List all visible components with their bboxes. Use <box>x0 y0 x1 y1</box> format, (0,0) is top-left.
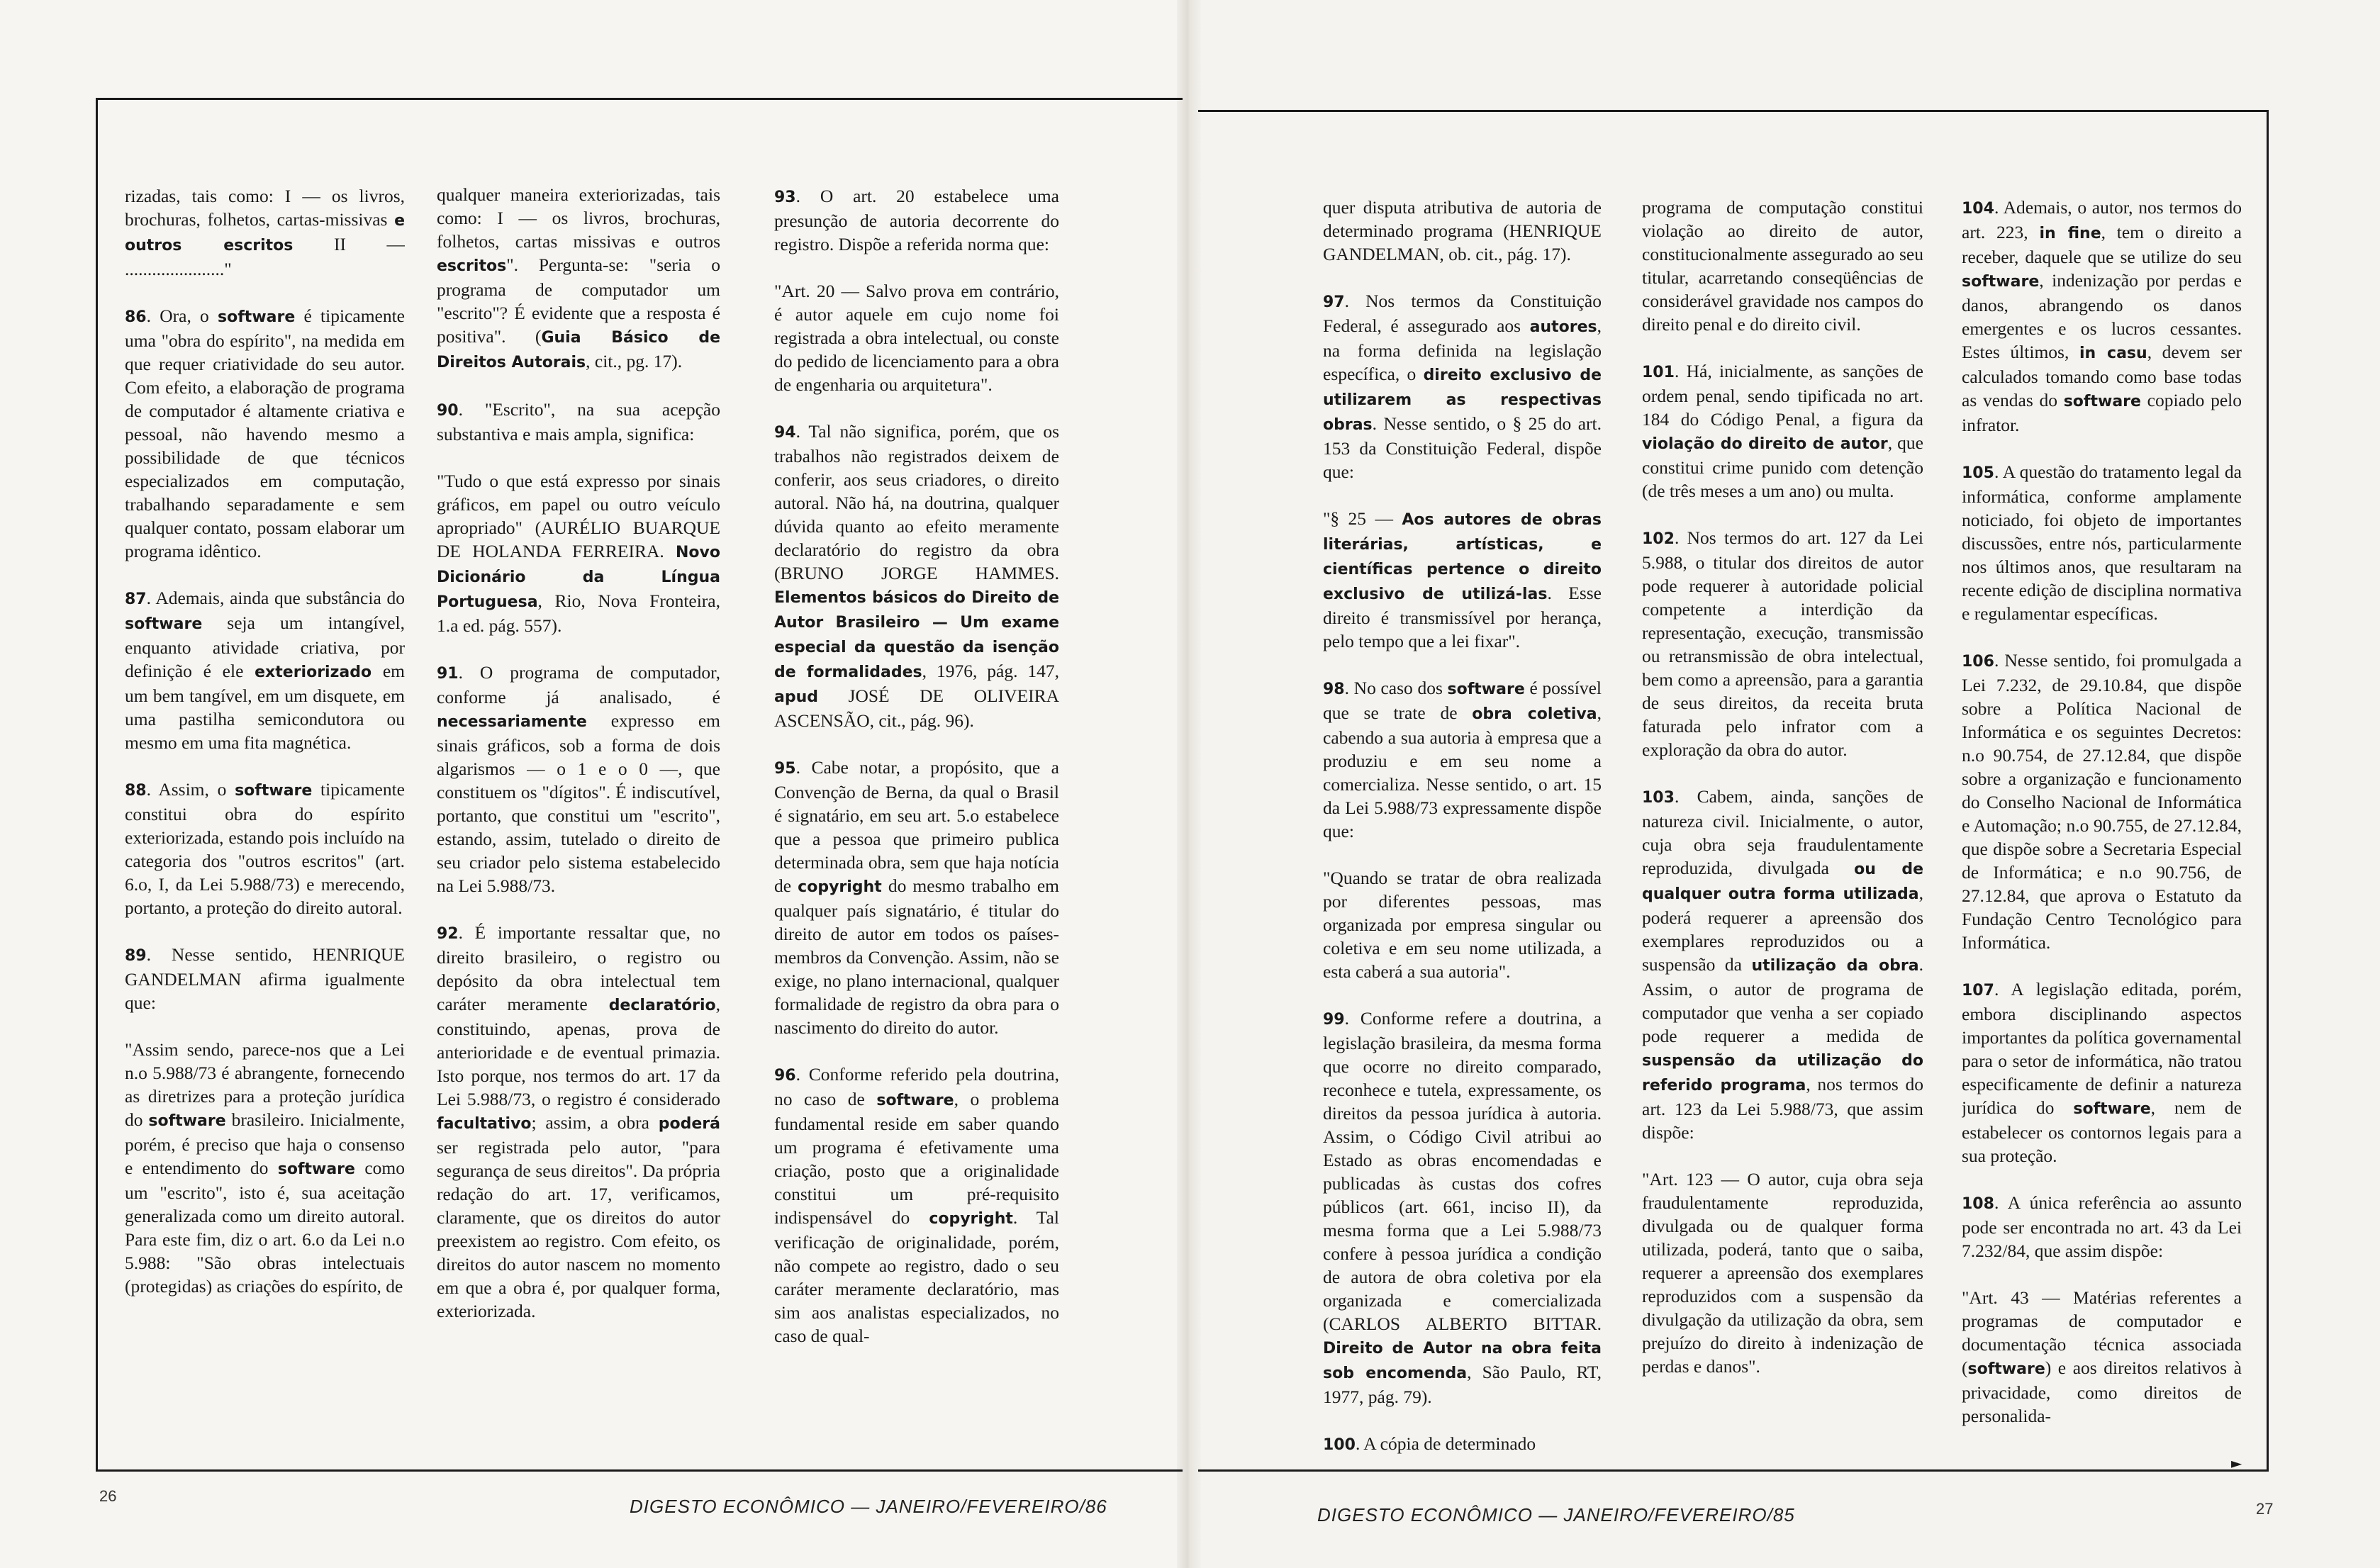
paragraph: 98. No caso dos software é possível que se trate de obra coletiva, cabendo a sua autoria à empresa que a produziu e em seu nome a comercializa. Nesse sentido, o art. 15 da Lei 5.988/73 expressamente dispõe que: <box>1323 678 1602 841</box>
paragraph: 99. Conforme refere a doutrina, a legislação brasileira, da mesma forma que ocorre no direito comparado, reconhece e tutela, expressamente, os direitos da pessoa jurídica à autoria. Assim, o Código Civil atribui ao Estado as obras encomendadas e publicadas às custas dos cofres públicos (art. 661, inciso II), da mesma forma que a Lei 5.988/73 confere à pessoa jurídica a condição de autora de obra coletiva por ela organizada e comercializada (CARLOS ALBERTO BITTAR. Direito de Autor na obra feita sob encomenda, São Paulo, RT, 1977, pág. 79). <box>1323 1008 1602 1407</box>
left-page-number: 26 <box>99 1487 117 1505</box>
paragraph: "Art. 43 — Matérias referentes a programas de computador e documentação técnica associada (software) e aos direitos relativos à privacidade, como direitos de personalida- <box>1962 1287 2242 1426</box>
paragraph: 87. Ademais, ainda que substância do software seja um intangível, enquanto atividade criativa, por definição é ele exteriorizado em um bem tangível, em um disquete, em uma pastilha semicondutora ou mesmo em uma fita magnética. <box>125 588 405 753</box>
paragraph: "Assim sendo, parece-nos que a Lei n.o 5.988/73 é abrangente, fornecendo as diretrizes para a proteção jurídica do software brasileiro. Inicialmente, porém, é preciso que haja o consenso e entendimento do software como um "escrito", isto é, sua aceitação generalizada como um direito autoral. Para este fim, diz o art. 6.o da Lei n.o 5.988: "São obras intelectuais (protegidas) as criações do espírito, de <box>125 1039 405 1297</box>
left-footer-title: DIGESTO ECONÔMICO — JANEIRO/FEVEREIRO/86 <box>630 1496 1107 1517</box>
column-2 <box>437 183 720 1462</box>
continue-arrow-icon: ► <box>2231 1455 2242 1472</box>
column-1 <box>125 184 405 1464</box>
paragraph: 106. Nesse sentido, foi promulgada a Lei 7.232, de 29.10.84, que dispõe sobre a Política Nacional de Informática e os seguintes Decretos: n.o 90.754, de 27.12.84, que dispõe sobre a organização e funcionamento do Conselho Nacional de Informática e Automação; n.o 90.755, de 27.12.84, que dispõe sobre a Secretaria Especial de Informática; e n.o 90.756, de 27.12.84, que aprova o Estatuto da Fundação Centro Tecnológico para Informática. <box>1962 650 2242 953</box>
paragraph: 88. Assim, o software tipicamente constitui obra do espírito exteriorizada, estando pois incluído na categoria dos "outros escritos" (art. 6.o, I, da Lei 5.988/73) e merecendo, portanto, a proteção do direito autoral. <box>125 779 405 918</box>
paragraph: rizadas, tais como: I — os livros, brochuras, folhetos, cartas-missivas e outros escritos II — ......................" <box>125 186 405 279</box>
paragraph: quer disputa atributiva de autoria de determinado programa (HENRIQUE GANDELMAN, ob. cit., pág. 17). <box>1323 197 1602 264</box>
right-page-number: 27 <box>2256 1500 2274 1518</box>
paragraph: "§ 25 — Aos autores de obras literárias, artísticas, e científicas pertence o direito exclusivo de utilizá-las. Esse direito é transmissível por herança, pelo tempo que a lei fixar". <box>1323 508 1602 651</box>
paragraph: 101. Há, inicialmente, as sanções de ordem penal, sendo tipificada no art. 184 do Código Penal, a figura da violação do direito de autor, que constitui crime punido com detenção (de três meses a um ano) ou multa. <box>1642 361 1923 501</box>
column-6 <box>1962 196 2242 1479</box>
paragraph: 86. Ora, o software é tipicamente uma "obra do espírito", na medida em que requer criatividade do seu autor. Com efeito, a elaboração de programa de computador é altamente criativa e pessoal, não havendo mesmo a possibilidade de que técnicos especializados em computação, trabalhando separadamente e sem qualquer contato, possam elaborar um programa idêntico. <box>125 306 405 561</box>
paragraph: qualquer maneira exteriorizadas, tais como: I — os livros, brochuras, folhetos, cartas missivas e outros escritos". Pergunta-se: "seria o programa de computador um "escrito"? É evidente que a resposta é positiva". (Guia Básico de Direitos Autorais, cit., pg. 17). <box>437 184 720 371</box>
column-4 <box>1323 196 1602 1479</box>
paragraph: 97. Nos termos da Constituição Federal, é assegurado aos autores, na forma definida na legislação específica, o direito exclusivo de utilizarem as respectivas obras. Nesse sentido, o § 25 do art. 153 da Constituição Federal, dispõe que: <box>1323 291 1602 482</box>
column-3 <box>774 184 1059 1464</box>
paragraph: 102. Nos termos do art. 127 da Lei 5.988, o titular dos direitos de autor pode requerer à autoridade policial competente a interdição da representação, execução, transmissão ou retransmissão de obra intelectual, bem como a apreensão, para a garantia de seus direitos, da receita bruta faturada pelo infrator com a exploração da obra do autor. <box>1642 527 1923 760</box>
paragraph: 91. O programa de computador, conforme já analisado, é necessariamente expresso em sinais gráficos, sob a forma de dois algarismos — o 1 e o 0 —, que constituem os "dígitos". É indiscutível, portanto, que constitui um "escrito", estando, assim, tutelado o direito de seu criador pelo sistema estabelecido na Lei 5.988/73. <box>437 662 720 896</box>
paragraph: 93. O art. 20 estabelece uma presunção de autoria decorrente do registro. Dispõe a referida norma que: <box>774 186 1059 254</box>
paragraph: "Quando se tratar de obra realizada por diferentes pessoas, mas organizada por empresa singular ou coletiva e em seu nome utilizada, a esta caberá a sua autoria". <box>1323 868 1602 982</box>
paragraph: 94. Tal não significa, porém, que os trabalhos não registrados deixem de conferir, aos seus criadores, o direito autoral. Não há, na doutrina, qualquer dúvida quanto ao efeito meramente declaratório do registro da obra (BRUNO JORGE HAMMES. Elementos básicos do Direito de Autor Brasileiro — Um exame especial da questão da isenção de formalidades, 1976, pág. 147, apud JOSÉ DE OLIVEIRA ASCENSÃO, cit., pág. 96). <box>774 421 1059 731</box>
paragraph: 92. É importante ressaltar que, no direito brasileiro, o registro ou depósito da obra intelectual tem caráter meramente declaratório, constituindo, apenas, prova de anterioridade e de eventual primazia. Isto porque, nos termos do art. 17 da Lei 5.988/73, o registro é considerado facultativo; assim, a obra poderá ser registrada pelo autor, "para segurança de seus direitos". Da própria redação do art. 17, verificamos, claramente, que os direitos do autor preexistem ao registro. Com efeito, os direitos do autor nascem no momento em que a obra é, por qualquer forma, exteriorizada. <box>437 922 720 1321</box>
paragraph: "Art. 20 — Salvo prova em contrário, é autor aquele em cujo nome foi registrada a obra intelectual, ou conste do pedido de licenciamento para a obra de engenharia ou arquitetura". <box>774 281 1059 395</box>
paragraph: 107. A legislação editada, porém, embora disciplinando aspectos importantes da política governamental para o setor de informática, não tratou especificamente de definir a natureza jurídica do software, nem de estabelecer os contornos legais para a sua proteção. <box>1962 979 2242 1166</box>
paragraph: 105. A questão do tratamento legal da informática, conforme amplamente noticiado, foi objeto de importantes discussões, entre nós, particularmente nos últimos anos, que resultaram na recente edição de disciplina normativa e regulamentar específicas. <box>1962 461 2242 624</box>
paragraph: 90. "Escrito", na sua acepção substantiva e mais ampla, significa: <box>437 399 720 444</box>
right-footer-title: DIGESTO ECONÔMICO — JANEIRO/FEVEREIRO/85 <box>1317 1504 1795 1525</box>
paragraph: 100. A cópia de determinado <box>1323 1433 1536 1454</box>
paragraph: 103. Cabem, ainda, sanções de natureza civil. Inicialmente, o autor, cuja obra seja fraudulentamente reproduzida, divulgada ou de qualquer outra forma utilizada, poderá requerer a apreensão dos exemplares reproduzidos ou a suspensão da utilização da obra. Assim, o autor de programa de computador que venha a ser copiado pode requerer a medida de suspensão da utilização do referido programa, nos termos do art. 123 da Lei 5.988/73, que assim dispõe: <box>1642 786 1923 1143</box>
paragraph: 96. Conforme referido pela doutrina, no caso de software, o problema fundamental reside em saber quando um programa é efetivamente uma criação, posto que a originalidade constitui um pré-requisito indispensável do copyright. Tal verificação de originalidade, porém, não compete ao registro, dado o seu caráter meramente declaratório, mas sim aos analistas especializados, no caso de qual- <box>774 1064 1059 1346</box>
paragraph: 89. Nesse sentido, HENRIQUE GANDELMAN afirma igualmente que: <box>125 944 405 1013</box>
paragraph: "Tudo o que está expresso por sinais gráficos, em papel ou outro veículo apropriado" (AURÉLIO BUARQUE DE HOLANDA FERREIRA. Novo Dicionário da Língua Portuguesa, Rio, Nova Fronteira, 1.a ed. pág. 557). <box>437 471 720 636</box>
paragraph: "Art. 123 — O autor, cuja obra seja fraudulentamente reproduzida, divulgada ou de qualquer forma utilizada, poderá, tanto que o saiba, requerer a apreensão dos exemplares reproduzidos com a suspensão da divulgação da utilização da obra, sem prejuízo do direito à indenização de perdas e danos". <box>1642 1169 1923 1377</box>
paragraph: programa de computação constitui violação ao direito de autor, constitucionalmente assegurado ao seu titular, acarretando conseqüências de considerável gravidade nos campos do direito penal e do direito civil. <box>1642 197 1923 335</box>
paragraph: 104. Ademais, o autor, nos termos do art. 223, in fine, tem o direito a receber, daquele que se utilize do seu software, indenização por perdas e danos, abrangendo os danos emergentes e os lucros cessantes. Estes últimos, in casu, devem ser calculados tomando como base todas as vendas do software copiado pelo infrator. <box>1962 197 2242 435</box>
column-5 <box>1642 196 1923 1479</box>
paragraph: 95. Cabe notar, a propósito, que a Convenção de Berna, da qual o Brasil é signatário, em seu art. 5.o estabelece que a pessoa que primeiro publica determinada obra, sem que haja notícia de copyright do mesmo trabalho em qualquer país signatário, é titular do direito de autor em todos os países-membros da Convenção. Assim, não se exige, no plano internacional, qualquer formalidade de registro da obra para o nascimento do direito do autor. <box>774 757 1059 1038</box>
paragraph: 108. A única referência ao assunto pode ser encontrada no art. 43 da Lei 7.232/84, que assim dispõe: <box>1962 1192 2242 1261</box>
